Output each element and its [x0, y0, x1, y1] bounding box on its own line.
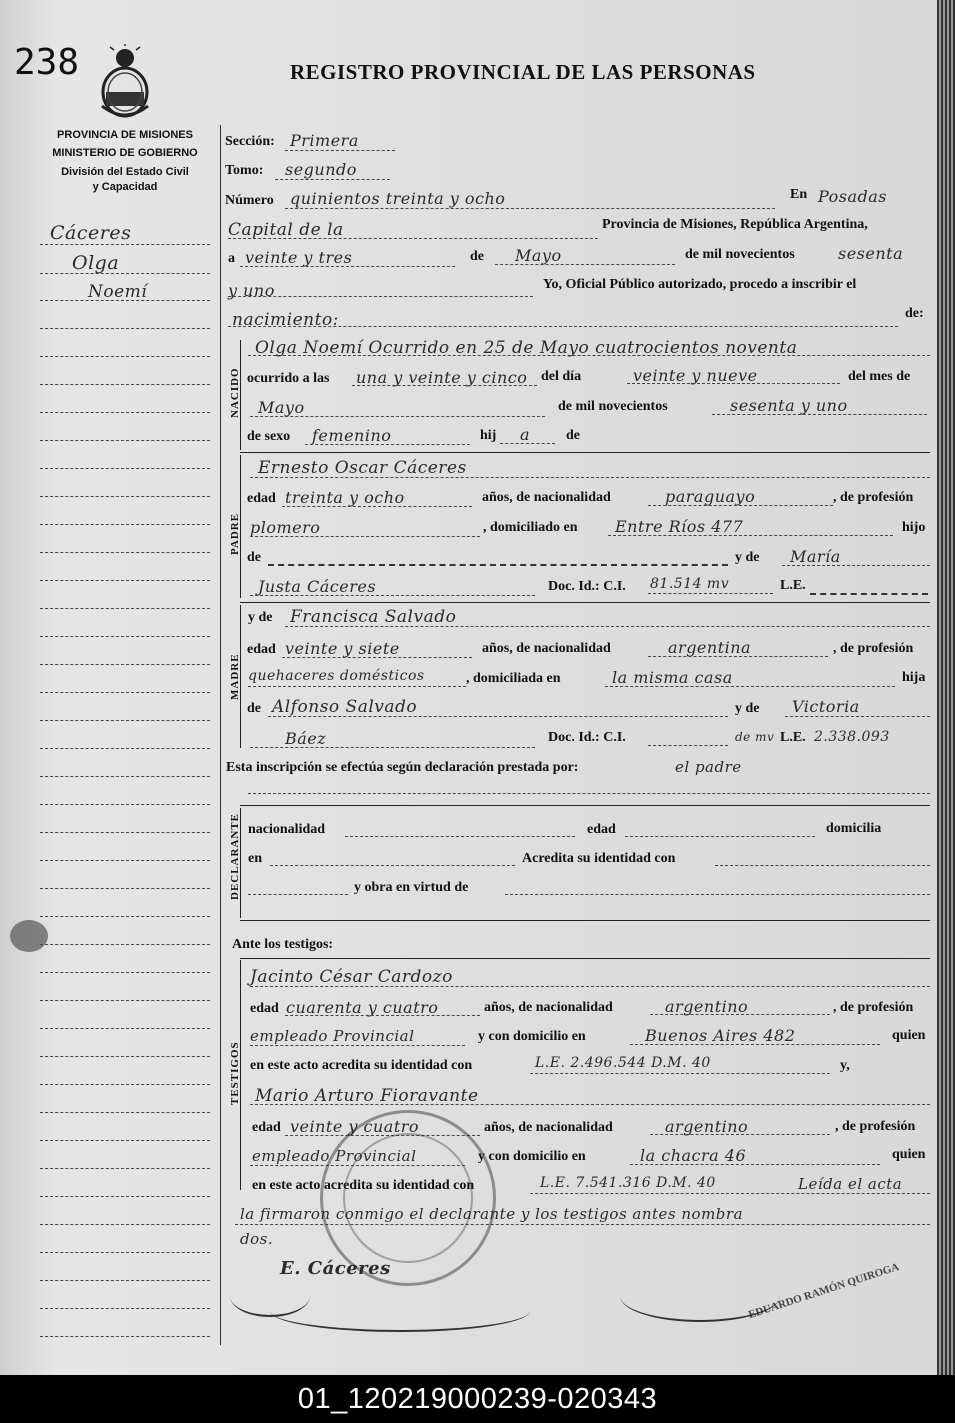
year-value-2: y uno: [228, 281, 275, 300]
de-colon-label: de:: [905, 306, 924, 321]
ministry-label: MINISTERIO DE GOBIERNO: [52, 147, 198, 159]
testigo-2-id-value: L.E. 7.541.316 D.M. 40: [540, 1175, 716, 1191]
division-label-1: División del Estado Civil: [61, 166, 189, 178]
padre-nac-label: años, de nacionalidad: [482, 490, 611, 505]
year-value-1: sesenta: [838, 244, 904, 263]
padre-le-label: L.E.: [780, 578, 806, 593]
testigo-2-prof-value: empleado Provincial: [252, 1147, 417, 1165]
tomo-label: Tomo:: [225, 163, 264, 178]
declaracion-value: el padre: [675, 758, 742, 776]
testigo-2-acredita-label: en este acto acredita su identidad con: [252, 1178, 475, 1193]
declarante-edad-label: edad: [587, 822, 616, 837]
padre-name: Ernesto Oscar Cáceres: [258, 458, 467, 478]
testigo-2-dom-label: y con domicilio en: [478, 1149, 586, 1164]
ante-testigos-label: Ante los testigos:: [232, 937, 334, 952]
padre-doc-value: 81.514 mv: [650, 576, 730, 592]
ink-smudge: [10, 920, 48, 952]
month-value: Mayo: [515, 246, 562, 265]
ocurrido-label: ocurrido a las: [247, 371, 330, 386]
madre-section-label: MADRE: [229, 653, 241, 700]
madre-de-label: de: [247, 701, 261, 716]
testigo-2-prof-label: , de profesión: [835, 1119, 916, 1134]
closing-text-3: dos.: [240, 1230, 274, 1248]
testigo-1-prof-label: , de profesión: [833, 1000, 914, 1015]
padre-prof-label: , de profesión: [833, 490, 914, 505]
testigos-section-label: TESTIGOS: [229, 1041, 241, 1105]
madre-y-de-label: y de: [248, 610, 273, 625]
document-id-bar: 01_120219000239-020343: [0, 1375, 955, 1423]
padre-mother-1: María: [790, 547, 841, 566]
seccion-label: Sección:: [225, 134, 275, 149]
province-label: PROVINCIA DE MISIONES: [57, 129, 193, 141]
numero-label: Número: [225, 193, 274, 208]
testigo-1-nac-label: años, de nacionalidad: [484, 1000, 613, 1015]
madre-y-de-label-2: y de: [735, 701, 760, 716]
testigo-2-name: Mario Arturo Fioravante: [255, 1086, 479, 1106]
hij-label: hij: [480, 428, 497, 443]
madre-le-value: 2.338.093: [814, 729, 890, 745]
declaracion-text: Esta inscripción se efectúa según declaración prestada por:: [226, 760, 579, 775]
province-text: Provincia de Misiones, República Argentina,: [602, 217, 868, 232]
day-value: veinte y tres: [245, 248, 353, 267]
testigo-1-dom-value: Buenos Aires 482: [645, 1026, 796, 1045]
madre-dom-label: , domiciliada en: [466, 671, 561, 686]
closing-text-1: Leída el acta: [798, 1175, 903, 1193]
nacido-day-value: veinte y nueve: [633, 366, 758, 385]
nacido-month-value: Mayo: [258, 398, 305, 417]
sexo-label: de sexo: [247, 429, 291, 444]
testigo-1-edad-value: cuarenta y cuatro: [286, 998, 439, 1017]
padre-y-de-label: y de: [735, 550, 760, 565]
argentina-coat-of-arms-icon: [96, 44, 154, 120]
testigo-1-id-value: L.E. 2.496.544 D.M. 40: [535, 1055, 711, 1071]
madre-prof-label: , de profesión: [833, 641, 914, 656]
nacido-year-value: sesenta y uno: [730, 396, 848, 415]
madre-nac-value: argentina: [668, 638, 752, 657]
en-value: Posadas: [818, 187, 887, 206]
testigo-2-dom-value: la chacra 46: [640, 1146, 747, 1165]
madre-hija-label: hija: [902, 670, 926, 685]
padre-dom-value: Entre Ríos 477: [615, 517, 744, 536]
testigo-2-nac-label: años, de nacionalidad: [484, 1120, 613, 1135]
madre-edad-value: veinte y siete: [285, 639, 400, 658]
padre-nac-value: paraguayo: [665, 487, 756, 506]
padre-de-label: de: [247, 550, 261, 565]
padre-mother-2: Justa Cáceres: [258, 577, 377, 596]
division-label-2: y Capacidad: [92, 181, 158, 193]
margin-surname: Cáceres: [50, 222, 132, 244]
testigo-1-edad-label: edad: [250, 1001, 279, 1016]
madre-doc-label: Doc. Id.: C.I.: [548, 730, 626, 745]
nacido-year-label: de mil novecientos: [558, 399, 668, 414]
page-title: REGISTRO PROVINCIAL DE LAS PERSONAS: [290, 60, 756, 84]
padre-doc-label: Doc. Id.: C.I.: [548, 579, 626, 594]
testigo-1-y-label: y,: [840, 1058, 850, 1073]
declarante-nac-label: nacionalidad: [248, 822, 326, 837]
del-mes-label: del mes de: [848, 369, 911, 384]
testigo-1-dom-label: y con domicilio en: [478, 1029, 586, 1044]
declarante-en-label: en: [248, 851, 262, 866]
madre-edad-label: edad: [247, 642, 276, 657]
padre-edad-label: edad: [247, 491, 276, 506]
testigo-2-edad-label: edad: [252, 1120, 281, 1135]
a-label: a: [228, 251, 235, 266]
madre-le-label: L.E.: [780, 730, 806, 745]
testigo-1-prof-value: empleado Provincial: [250, 1027, 415, 1045]
oficial-text: Yo, Oficial Público autorizado, procedo a inscribir el: [543, 277, 857, 292]
madre-doc-mid: de mv: [735, 730, 775, 744]
numero-value: quinientos treinta y ocho: [290, 189, 506, 208]
del-dia-label: del día: [541, 369, 582, 384]
declarante-obra-label: y obra en virtud de: [354, 880, 469, 895]
act-value: nacimiento:: [232, 310, 339, 330]
de-label: de: [470, 249, 484, 264]
madre-nac-label: años, de nacionalidad: [482, 641, 611, 656]
signature-1: E. Cáceres: [280, 1258, 391, 1279]
seccion-value: Primera: [290, 131, 359, 150]
padre-edad-value: treinta y ocho: [285, 488, 405, 507]
testigo-1-acredita-label: en este acto acredita su identidad con: [250, 1058, 473, 1073]
madre-mother-2: Báez: [285, 729, 327, 748]
place-value: Capital de la: [228, 220, 344, 240]
padre-prof-value: plomero: [250, 518, 321, 537]
en-label: En: [790, 187, 808, 202]
sexo-value: femenino: [312, 426, 392, 445]
madre-name: Francisca Salvado: [290, 607, 457, 627]
madre-dom-value: la misma casa: [612, 668, 733, 687]
margin-divider: [220, 125, 221, 1345]
madre-mother-1: Victoria: [792, 697, 860, 716]
book-edge: [937, 0, 955, 1375]
padre-hijo-label: hijo: [902, 520, 926, 535]
declarante-acredita-label: Acredita su identidad con: [522, 851, 676, 866]
year-label: de mil novecientos: [685, 247, 795, 262]
hij-value: a: [520, 425, 531, 444]
madre-prof-value: quehaceres domésticos: [248, 668, 425, 684]
testigo-1-name: Jacinto César Cardozo: [250, 967, 453, 987]
testigo-2-edad-value: veinte y cuatro: [290, 1117, 420, 1136]
nacido-section-label: NACIDO: [229, 367, 241, 418]
margin-second-name: Noemí: [88, 282, 148, 302]
testigo-1-nac-value: argentino: [665, 997, 749, 1016]
testigo-1-quien-label: quien: [892, 1028, 926, 1043]
testigo-2-quien-label: quien: [892, 1147, 926, 1162]
signature-3: [270, 1290, 530, 1332]
tomo-value: segundo: [285, 160, 357, 179]
testigo-2-nac-value: argentino: [665, 1117, 749, 1136]
declarante-section-label: DECLARANTE: [229, 812, 241, 900]
padre-dom-label: , domiciliado en: [483, 520, 578, 535]
margin-first-name: Olga: [72, 252, 120, 274]
padre-section-label: PADRE: [229, 512, 241, 555]
madre-father: Alfonso Salvado: [272, 697, 418, 717]
closing-text-2: la firmaron conmigo el declarante y los testigos antes nombra: [240, 1205, 744, 1223]
page-number: 238: [14, 42, 80, 83]
hour-value: una y veinte y cinco: [356, 368, 528, 387]
nacido-name-line: Olga Noemí Ocurrido en 25 de Mayo cuatrocientos noventa: [255, 338, 798, 358]
official-name-stamp: EDUARDO RAMÓN QUIROGA: [747, 1260, 901, 1322]
nacido-de-label: de: [566, 428, 580, 443]
declarante-dom-label: domicilia: [826, 821, 882, 836]
